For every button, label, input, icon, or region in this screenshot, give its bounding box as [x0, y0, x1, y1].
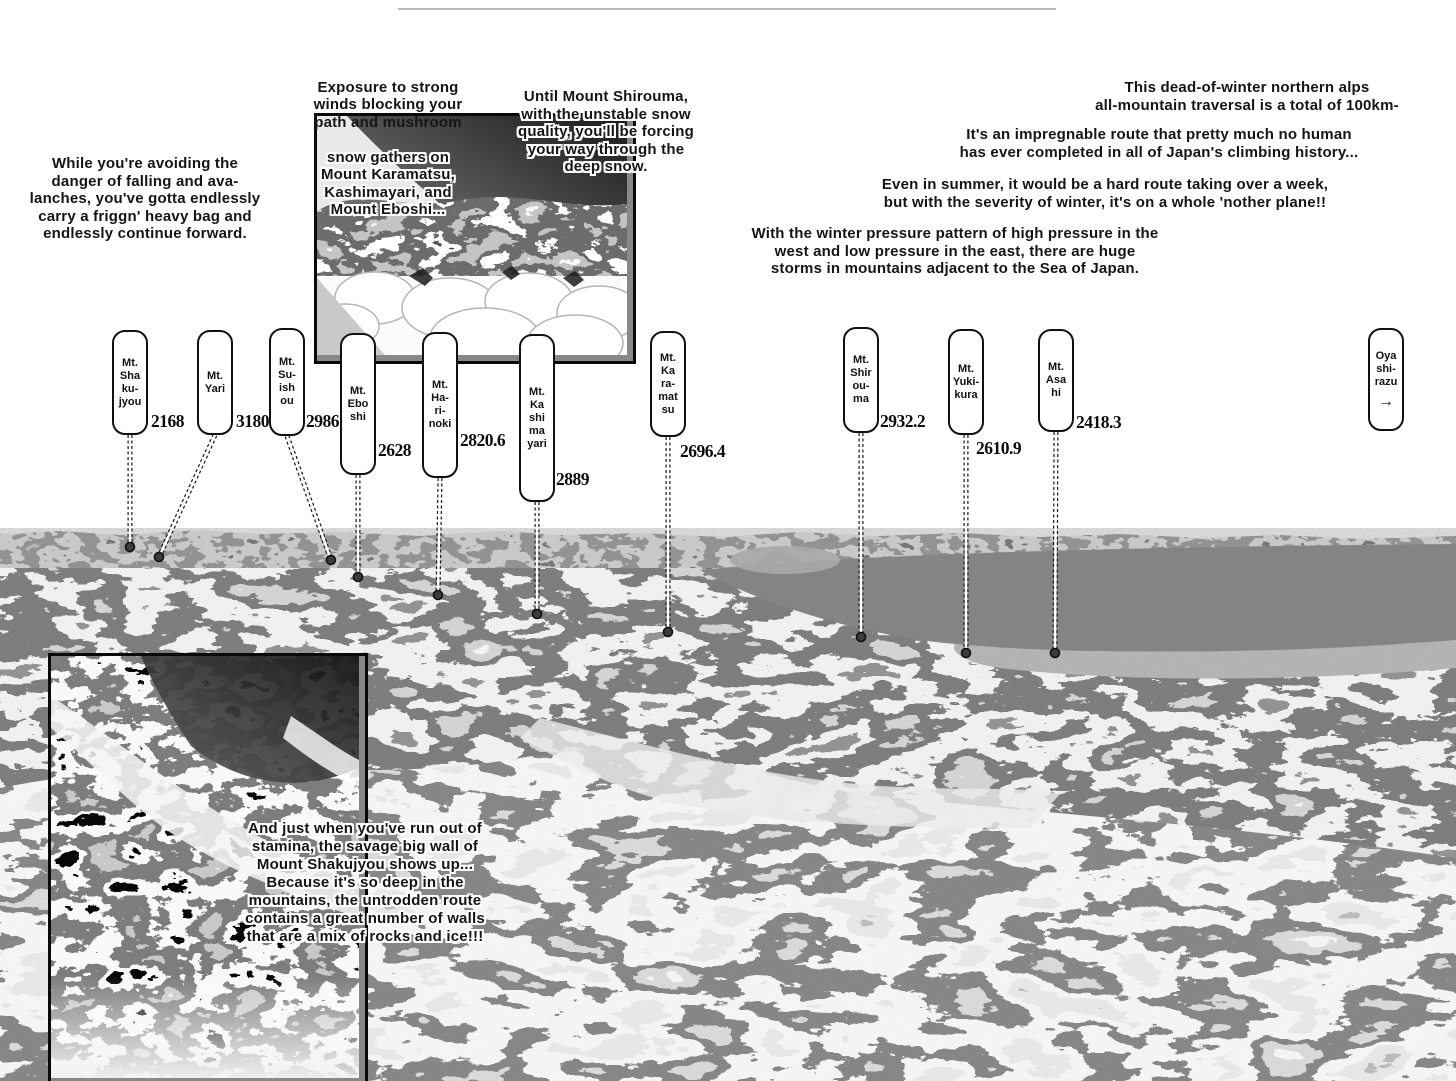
elevation-karamatsu: 2696.4	[680, 441, 726, 461]
mountain-name: Mt. Sha ku- jyou	[118, 356, 142, 408]
caption-exposure	[295, 61, 481, 236]
direction-sign-oyashirazu	[1368, 328, 1404, 431]
caption-pressure: With the winter pressure pattern of high pressure in the west and low pressure in the east, there are huge storms in mountains adjacent to the Sea of Japan.	[751, 225, 1159, 277]
mist-base	[51, 976, 359, 1078]
caption-avoiding: While you're avoiding the danger of falling and ava- lanches, you've gotta endlessly carry a friggn' heavy bag and endlessly continue forward.	[29, 155, 261, 242]
mountain-name: Mt. Ebo shi	[347, 384, 369, 423]
elevation-shakujyou: 2168	[151, 411, 184, 431]
caption-impregnable: It's an impregnable route that pretty much no human has ever completed in all of Japan's climbing history...	[959, 126, 1359, 161]
elevation-yari: 3180	[236, 411, 269, 431]
mountain-name: Mt. Su- ish ou	[278, 356, 296, 407]
right-arrow-icon: →	[1378, 392, 1394, 410]
caption-total-distance: This dead-of-winter northern alps all-mountain traversal is a total of 100km-	[1095, 79, 1399, 114]
mountain-label-shakujyou	[112, 330, 148, 435]
caption-summer: Even in summer, it would be a hard route taking over a week, but with the severity of winter, it's on a whole 'nother plane!!	[881, 176, 1329, 211]
mountain-name: Mt. Ka shi ma yari	[527, 385, 547, 450]
mountain-label-karamatsu	[650, 331, 686, 437]
mountain-label-harinoki	[422, 332, 458, 478]
caption-shirouma: Until Mount Shirouma, with the unstable snow quality, you'll be forcing your way through the deep snow.	[517, 88, 694, 175]
elevation-eboshi: 2628	[378, 440, 411, 460]
mountain-label-eboshi	[340, 333, 376, 475]
mountain-name: Mt. Yari	[204, 369, 226, 395]
direction-sign-name: Oya shi- razu	[1374, 349, 1398, 388]
elevation-kashimayari: 2889	[556, 469, 589, 489]
caption-exposure-over: snow gathers on Mount Karamatsu, Kashimayari, and Mount Eboshi...	[320, 148, 456, 218]
caption-exposure-top: Exposure to strong winds blocking your path and mushroom	[313, 78, 463, 131]
mountain-label-yukikura	[948, 329, 984, 435]
elevation-shirouma: 2932.2	[880, 411, 926, 431]
mountain-name: Mt. Ha- ri- noki	[428, 379, 452, 430]
mountain-name: Mt. Shir ou- ma	[850, 354, 872, 405]
elevation-yukikura: 2610.9	[976, 438, 1022, 458]
mountain-label-shirouma	[843, 327, 879, 433]
mountain-label-suishou	[269, 328, 305, 436]
mountain-name: Mt. Asa hi	[1045, 361, 1067, 399]
elevation-asahi: 2418.3	[1076, 412, 1122, 432]
mountain-label-yari	[197, 330, 233, 435]
mountain-label-asahi	[1038, 329, 1074, 432]
elevation-harinoki: 2820.6	[460, 430, 506, 450]
elevation-suishou: 2986	[306, 411, 339, 431]
mountain-label-kashimayari	[519, 334, 555, 502]
page-edge-line	[398, 8, 1056, 10]
mountain-name: Mt. Yuki- kura	[952, 362, 980, 401]
caption-shakujyou-wall: And just when you've run out of stamina, the savage big wall of Mount Shakujyou shows up... Because it's so deep in the mountains, the untrodden route contains a great number of walls that are a mix of rocks and ice!!!	[245, 820, 485, 945]
mountain-name: Mt. Ka ra- mat su	[658, 351, 678, 416]
